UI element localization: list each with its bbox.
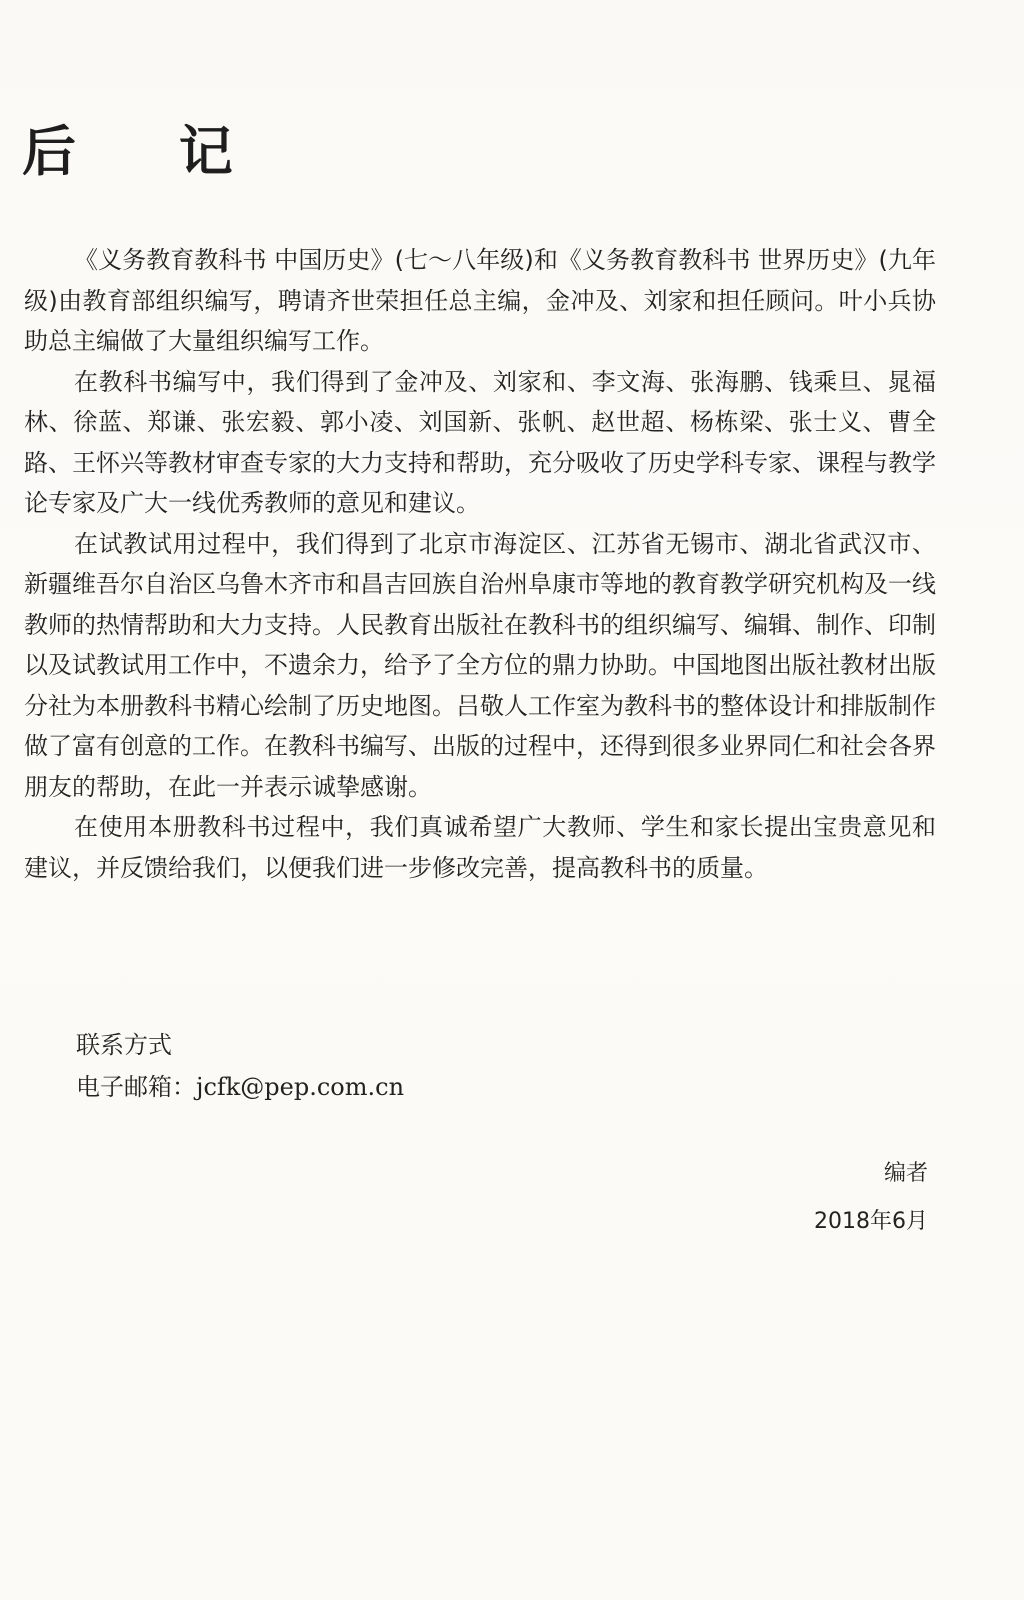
email-label: 电子邮箱： bbox=[76, 1073, 196, 1101]
contact-heading: 联系方式 bbox=[76, 1031, 172, 1059]
signoff bbox=[814, 1150, 928, 1246]
paragraph-4: 在使用本册教科书过程中，我们真诚希望广大教师、学生和家长提出宝贵意见和建议，并反馈给我们，以便我们进一步修改完善，提高教科书的质量。 bbox=[24, 813, 936, 882]
signoff-date: 2018年6月 bbox=[814, 1209, 928, 1234]
page-title: 后 记 bbox=[22, 120, 275, 183]
email-address: jcfk@pep.com.cn bbox=[196, 1073, 405, 1101]
email-line bbox=[76, 1066, 404, 1108]
signoff-author: 编者 bbox=[883, 1161, 928, 1186]
paragraph-3: 在试教试用过程中，我们得到了北京市海淀区、江苏省无锡市、湖北省武汉市、新疆维吾尔自治区乌鲁木齐市和昌吉回族自治州阜康市等地的教育教学研究机构及一线教师的热情帮助和大力支持。人民教育出版社在教科书的组织编写、编辑、制作、印制以及试教试用工作中，不遗余力，给予了全方位的鼎力协助。中国地图出版社教材出版分社为本册教科书精心绘制了历史地图。吕敬人工作室为教科书的整体设计和排版制作做了富有创意的工作。在教科书编写、出版的过程中，还得到很多业界同仁和社会各界朋友的帮助，在此一并表示诚挚感谢。 bbox=[24, 529, 936, 801]
afterword-body bbox=[24, 240, 936, 888]
contact-section bbox=[76, 1024, 404, 1108]
paragraph-1: 《义务教育教科书 中国历史》(七～八年级)和《义务教育教科书 世界历史》(九年级)由教育部组织编写，聘请齐世荣担任总主编，金冲及、刘家和担任顾问。叶小兵协助总主编做了大量组织编写工作。 bbox=[24, 246, 936, 355]
paragraph-2: 在教科书编写中，我们得到了金冲及、刘家和、李文海、张海鹏、钱乘旦、晁福林、徐蓝、郑谦、张宏毅、郭小凌、刘国新、张帆、赵世超、杨栋梁、张士义、曹全路、王怀兴等教材审查专家的大力支持和帮助，充分吸收了历史学科专家、课程与教学论专家及广大一线优秀教师的意见和建议。 bbox=[24, 367, 936, 517]
